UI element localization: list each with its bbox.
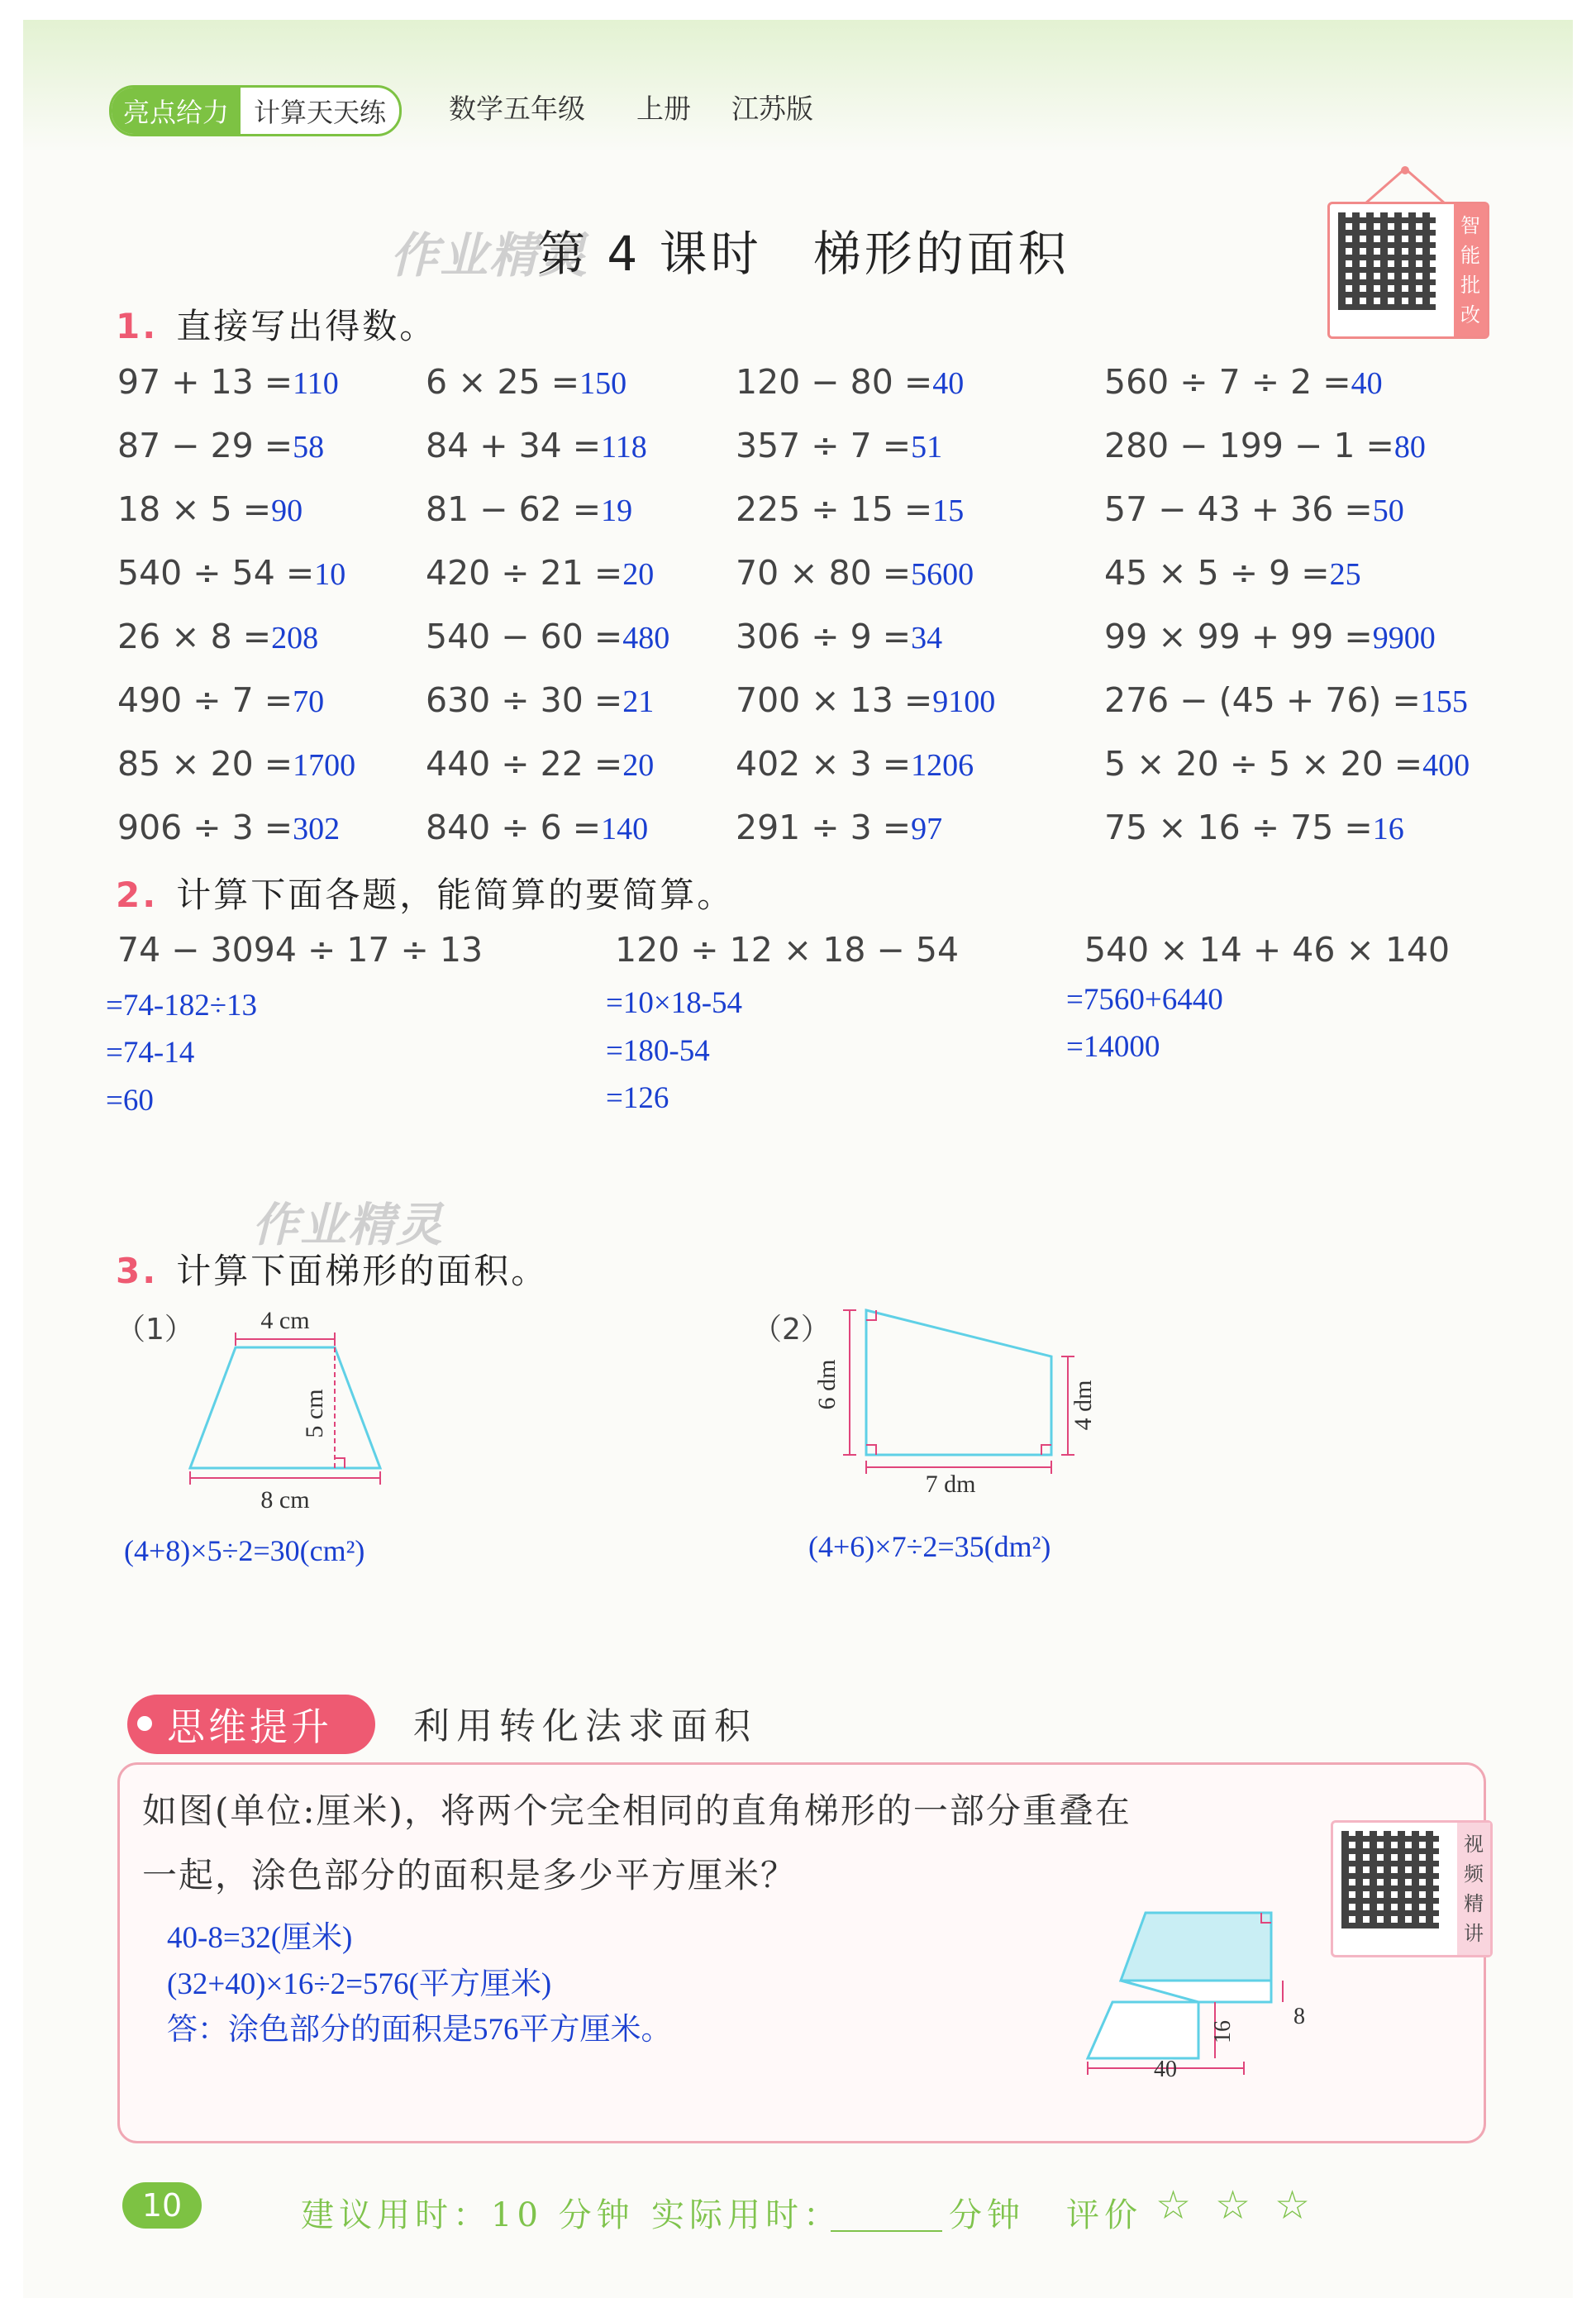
question-3-text: 计算下面梯形的面积。 xyxy=(176,1251,549,1291)
q2-problem-1-expr: 74 − 3094 ÷ 17 ÷ 13 xyxy=(117,930,484,970)
q1-item xyxy=(736,489,964,529)
figure-1-answer: (4+8)×5÷2=30(cm²) xyxy=(124,1534,365,1567)
thinking-solution-answer: 答：涂色部分的面积是576平方厘米。 xyxy=(167,2013,672,2047)
q1-item xyxy=(736,553,974,593)
q1-item xyxy=(426,362,626,402)
q2-problem-3-step: =14000 xyxy=(1066,1030,1160,1064)
q1-expression: 402 × 3 = xyxy=(736,744,912,784)
q1-answer: 150 xyxy=(579,366,627,401)
q2-problem-1-step: =74-182÷13 xyxy=(106,989,257,1023)
trapezoid-figure-1 xyxy=(165,1290,413,1521)
q1-answer: 97 xyxy=(911,812,943,846)
q1-answer: 5600 xyxy=(911,557,974,592)
q1-item xyxy=(1104,617,1436,656)
hanger-icon xyxy=(1364,165,1446,205)
q1-item xyxy=(426,489,632,529)
footer-suggested-time: 建议用时：10 分钟 xyxy=(301,2196,635,2234)
q1-expression: 225 ÷ 15 = xyxy=(736,489,933,529)
q1-answer: 302 xyxy=(293,812,341,846)
q1-expression: 57 − 43 + 36 = xyxy=(1104,489,1373,529)
q1-expression: 440 ÷ 22 = xyxy=(426,744,623,784)
q1-answer: 19 xyxy=(601,493,633,528)
q1-item xyxy=(117,553,345,593)
qr-tag-char: 能 xyxy=(1460,244,1480,267)
q1-item xyxy=(736,426,942,465)
q1-item xyxy=(117,362,339,402)
qr-tag-video xyxy=(1457,1823,1490,1955)
q1-answer: 40 xyxy=(1351,366,1383,401)
q1-item xyxy=(1104,808,1404,847)
q1-expression: 700 × 13 = xyxy=(736,680,933,720)
q1-answer: 70 xyxy=(293,684,325,719)
q1-answer: 80 xyxy=(1394,430,1426,465)
q1-answer: 34 xyxy=(911,621,943,656)
q1-expression: 45 × 5 ÷ 9 = xyxy=(1104,553,1330,593)
q1-answer: 208 xyxy=(271,621,319,656)
q1-item xyxy=(736,680,995,720)
question-2-heading xyxy=(116,868,734,918)
page-title: 第 4 课时 梯形的面积 xyxy=(537,226,1070,282)
qr-tag-char: 批 xyxy=(1460,274,1480,297)
q1-item xyxy=(426,426,647,465)
rating-star-icon[interactable]: ☆ xyxy=(1215,2182,1251,2229)
q1-expression: 85 × 20 = xyxy=(117,744,293,784)
qr-tag-char: 智 xyxy=(1460,214,1480,237)
q1-expression: 26 × 8 = xyxy=(117,617,272,656)
thinking-dot-icon xyxy=(137,1716,152,1731)
fig2-left-label: 6 dm xyxy=(813,1359,841,1410)
q2-problem-2-step: =10×18-54 xyxy=(606,986,743,1020)
q1-answer: 40 xyxy=(932,366,965,401)
q1-item xyxy=(1104,362,1383,402)
page-number: 10 xyxy=(122,2182,202,2229)
q1-answer: 50 xyxy=(1372,493,1404,528)
q1-item xyxy=(1104,489,1404,529)
q1-expression: 560 ÷ 7 ÷ 2 = xyxy=(1104,362,1351,402)
q1-expression: 630 ÷ 30 = xyxy=(426,680,623,720)
q1-answer: 118 xyxy=(601,430,647,465)
q1-item xyxy=(736,744,974,784)
q1-expression: 87 − 29 = xyxy=(117,426,293,465)
thinking-question-line1: 如图(单位:厘米)，将两个完全相同的直角梯形的一部分重叠在 xyxy=(142,1790,1131,1831)
thinking-title: 思维提升 xyxy=(127,1695,375,1754)
series-badge-white: 计算天天练 xyxy=(254,97,387,128)
q1-expression: 120 − 80 = xyxy=(736,362,933,402)
q1-item xyxy=(1104,553,1361,593)
qr-code-pattern-icon xyxy=(1341,1831,1439,1928)
q1-item xyxy=(117,426,324,465)
q1-item xyxy=(736,808,942,847)
thinking-question-line2: 一起，涂色部分的面积是多少平方厘米？ xyxy=(142,1855,798,1895)
q1-answer: 25 xyxy=(1329,557,1361,592)
q1-answer: 155 xyxy=(1420,684,1468,719)
q1-item xyxy=(117,489,303,529)
question-1-text: 直接写出得数。 xyxy=(176,306,437,346)
question-1-number: 1. xyxy=(116,306,159,346)
q1-expression: 70 × 80 = xyxy=(736,553,912,593)
actual-time-blank[interactable] xyxy=(831,2230,942,2232)
q1-item xyxy=(117,680,324,720)
q1-answer: 1206 xyxy=(911,748,974,783)
header-edition: 江苏版 xyxy=(731,93,813,125)
q2-problem-3-expr: 540 × 14 + 46 × 140 xyxy=(1084,930,1451,970)
q1-answer: 90 xyxy=(271,493,303,528)
q2-problem-2-expr: 120 ÷ 12 × 18 − 54 xyxy=(615,930,960,970)
question-2-text: 计算下面各题，能简算的要简算。 xyxy=(176,875,735,915)
q1-item xyxy=(1104,744,1470,784)
q2-problem-3-step: =7560+6440 xyxy=(1066,983,1223,1017)
q1-expression: 840 ÷ 6 = xyxy=(426,808,602,847)
q1-answer: 20 xyxy=(622,748,655,783)
question-1-heading xyxy=(116,299,436,349)
qr-tag-char: 改 xyxy=(1460,303,1480,327)
q1-item xyxy=(117,617,318,656)
q1-answer: 58 xyxy=(293,430,325,465)
q1-answer: 400 xyxy=(1422,748,1470,783)
question-3-number: 3. xyxy=(116,1251,159,1291)
q1-item xyxy=(117,808,340,847)
q1-item xyxy=(117,744,355,784)
fig1-top-label: 4 cm xyxy=(260,1307,310,1334)
q1-expression: 906 ÷ 3 = xyxy=(117,808,293,847)
q1-answer: 16 xyxy=(1372,812,1404,846)
header-subject: 数学五年级 xyxy=(449,93,585,125)
q1-expression: 84 + 34 = xyxy=(426,426,602,465)
q1-expression: 490 ÷ 7 = xyxy=(117,680,293,720)
thinking-solution-step: (32+40)×16÷2=576(平方厘米) xyxy=(167,1967,552,2001)
overlap-base-40: 40 xyxy=(1154,2057,1177,2082)
thinking-solution-step: 40-8=32(厘米) xyxy=(167,1921,353,1955)
fig1-height-label: 5 cm xyxy=(301,1389,328,1438)
q1-expression: 75 × 16 ÷ 75 = xyxy=(1104,808,1373,847)
q1-answer: 10 xyxy=(314,557,346,592)
overlap-height-8: 8 xyxy=(1293,2004,1305,2029)
q1-answer: 140 xyxy=(601,812,649,846)
q2-problem-2-step: =126 xyxy=(606,1081,669,1115)
trapezoid-figure-2 xyxy=(810,1294,1108,1509)
overlap-trapezoid-figure xyxy=(1074,1901,1322,2091)
q1-answer: 9100 xyxy=(932,684,996,719)
qr-tag-char: 视 xyxy=(1464,1833,1484,1856)
q1-item xyxy=(736,617,942,656)
q1-item xyxy=(736,362,964,402)
q1-expression: 6 × 25 = xyxy=(426,362,580,402)
fig2-bottom-label: 7 dm xyxy=(925,1471,976,1498)
thinking-subtitle: 利用转化法求面积 xyxy=(413,1705,757,1747)
q1-expression: 5 × 20 ÷ 5 × 20 = xyxy=(1104,744,1423,784)
q1-answer: 15 xyxy=(932,493,965,528)
qr-tag-char: 频 xyxy=(1464,1862,1484,1886)
figure-2-answer: (4+6)×7÷2=35(dm²) xyxy=(808,1530,1051,1563)
fig1-bottom-label: 8 cm xyxy=(260,1486,310,1514)
q1-item xyxy=(426,808,648,847)
q1-answer: 9900 xyxy=(1372,621,1436,656)
figure-1-label: （1） xyxy=(116,1313,194,1347)
q1-answer: 20 xyxy=(622,557,655,592)
q1-expression: 97 + 13 = xyxy=(117,362,293,402)
watermark-top: 作业精灵 xyxy=(390,227,589,284)
q2-problem-1-step: =74-14 xyxy=(106,1036,195,1070)
qr-tag-char: 讲 xyxy=(1464,1922,1484,1945)
header-volume: 上册 xyxy=(636,93,691,125)
q1-expression: 357 ÷ 7 = xyxy=(736,426,912,465)
footer-rating-label: 评价 xyxy=(1066,2196,1142,2234)
q1-expression: 81 − 62 = xyxy=(426,489,602,529)
q1-answer: 51 xyxy=(911,430,943,465)
qr-code-video[interactable] xyxy=(1331,1820,1493,1957)
qr-tag-smart-grading xyxy=(1454,204,1487,336)
watermark-middle: 作业精灵 xyxy=(252,1199,444,1252)
q1-answer: 21 xyxy=(622,684,655,719)
q1-answer: 480 xyxy=(622,621,670,656)
fig2-right-label: 4 dm xyxy=(1070,1380,1097,1431)
q1-item xyxy=(426,744,654,784)
q1-item xyxy=(426,553,654,593)
q1-expression: 291 ÷ 3 = xyxy=(736,808,912,847)
q1-expression: 99 × 99 + 99 = xyxy=(1104,617,1373,656)
q1-expression: 18 × 5 = xyxy=(117,489,272,529)
q1-item xyxy=(1104,680,1468,720)
rating-star-icon[interactable]: ☆ xyxy=(1274,2182,1311,2229)
qr-code-pattern-icon xyxy=(1338,212,1436,310)
q1-answer: 110 xyxy=(293,366,339,401)
figure-2-label: （2） xyxy=(752,1313,831,1347)
q1-answer: 1700 xyxy=(293,748,356,783)
rating-star-icon[interactable]: ☆ xyxy=(1155,2182,1192,2229)
q2-problem-1-step: =60 xyxy=(106,1084,154,1118)
q1-expression: 306 ÷ 9 = xyxy=(736,617,912,656)
q1-expression: 540 − 60 = xyxy=(426,617,623,656)
question-2-number: 2. xyxy=(116,875,159,915)
q1-item xyxy=(426,680,654,720)
q1-expression: 420 ÷ 21 = xyxy=(426,553,623,593)
series-badge xyxy=(109,85,402,136)
q1-expression: 276 − (45 + 76) = xyxy=(1104,680,1421,720)
qr-tag-char: 精 xyxy=(1464,1892,1484,1915)
footer-minutes-unit: 分钟 xyxy=(949,2196,1025,2234)
overlap-height-16: 16 xyxy=(1210,2020,1236,2043)
q1-item xyxy=(1104,426,1426,465)
q1-expression: 540 ÷ 54 = xyxy=(117,553,315,593)
q1-expression: 280 − 199 − 1 = xyxy=(1104,426,1394,465)
qr-code-smart-grading[interactable] xyxy=(1327,202,1489,339)
footer-actual-time: 实际用时： xyxy=(651,2196,841,2234)
q2-problem-2-step: =180-54 xyxy=(606,1034,710,1068)
series-badge-green: 亮点给力 xyxy=(112,88,241,134)
q1-item xyxy=(426,617,669,656)
question-3-heading xyxy=(116,1244,548,1294)
